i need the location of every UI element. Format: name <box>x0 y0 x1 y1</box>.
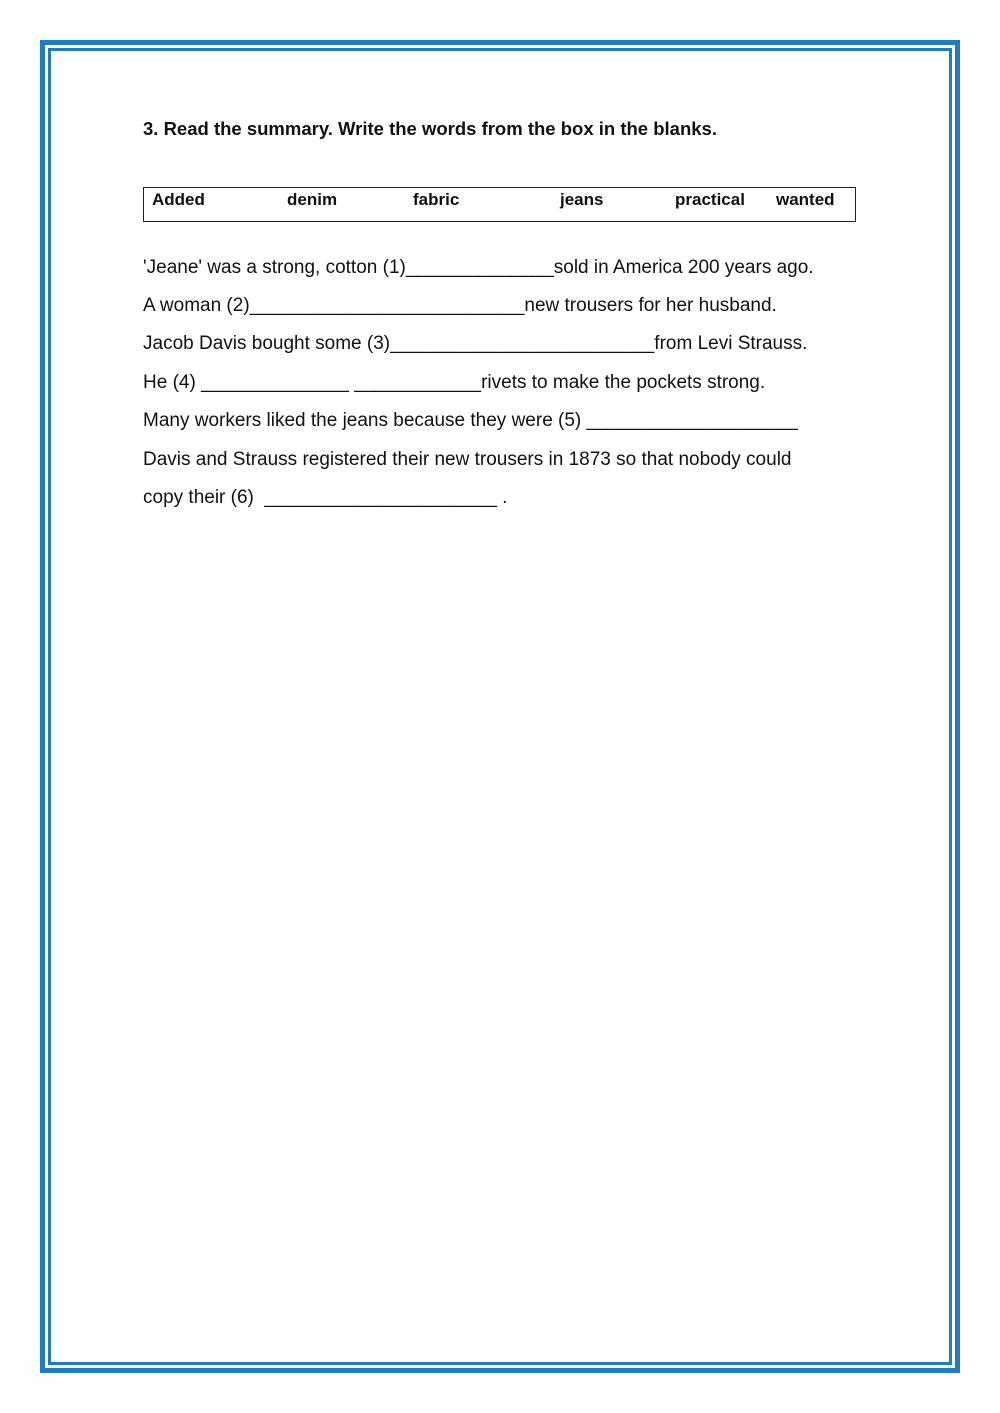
word-box-item: practical <box>675 190 745 209</box>
summary-line-3: Jacob Davis bought some (3)_________________________from Levi Strauss. <box>143 333 808 354</box>
summary-line-1: 'Jeane' was a strong, cotton (1)______________sold in America 200 years ago. <box>143 257 814 278</box>
summary-line-5: Many workers liked the jeans because they were (5) ____________________ <box>143 410 798 431</box>
page-border-inner <box>48 48 952 1365</box>
word-box <box>143 187 856 222</box>
word-box-item: fabric <box>413 190 460 209</box>
summary-line-2: A woman (2)__________________________new trousers for her husband. <box>143 295 777 316</box>
word-box-item: denim <box>287 190 338 209</box>
summary-line-7: copy their (6) ______________________ . <box>143 487 508 508</box>
word-box-item: Added <box>152 190 205 209</box>
summary-line-4: He (4) ______________ ____________rivets to make the pockets strong. <box>143 372 766 393</box>
summary-line-6: Davis and Strauss registered their new trousers in 1873 so that nobody could <box>143 449 792 470</box>
word-box-item: jeans <box>560 190 604 209</box>
exercise-instruction: 3. Read the summary. Write the words from the box in the blanks. <box>143 118 717 139</box>
word-box-item: wanted <box>776 190 835 209</box>
